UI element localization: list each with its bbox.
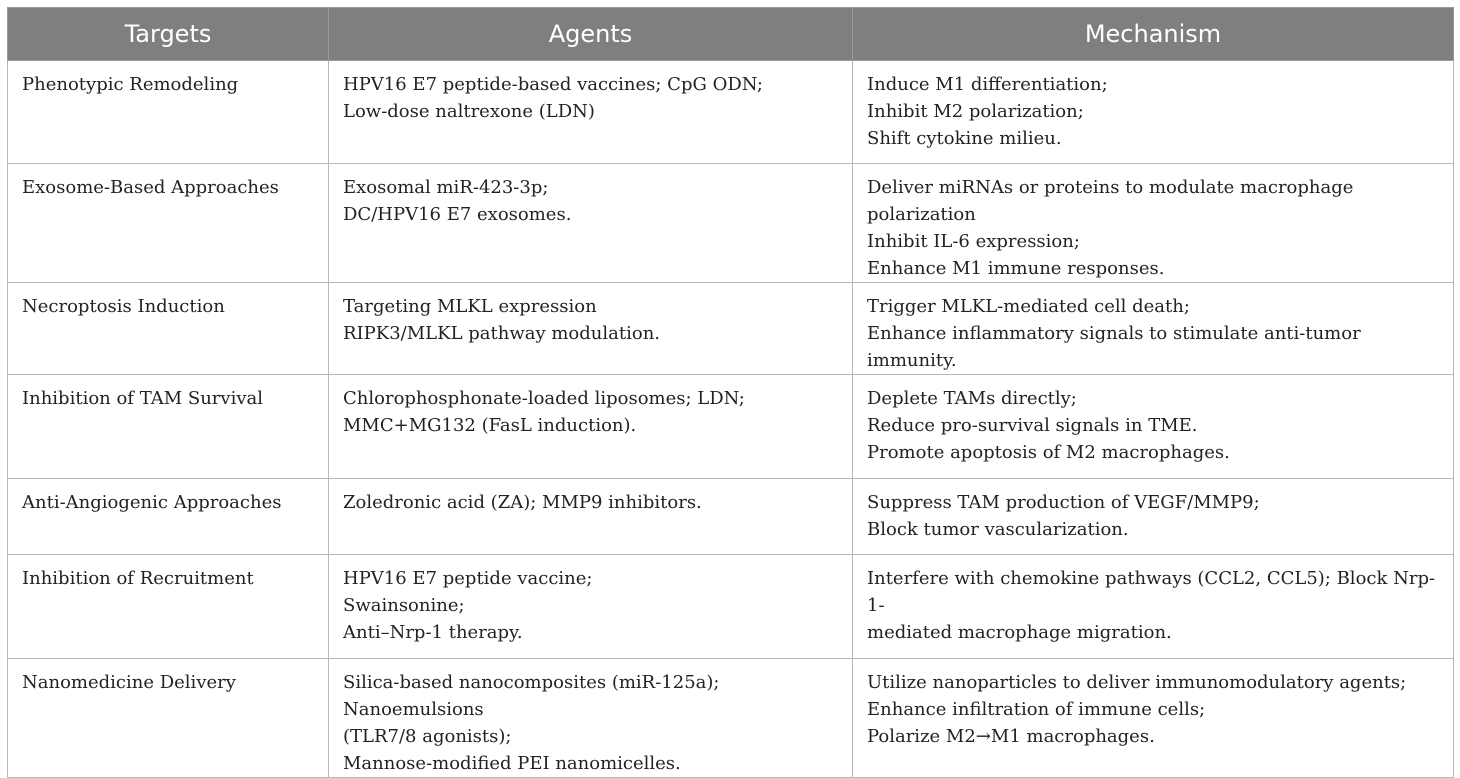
- cell-agents: Chlorophosphonate-loaded liposomes; LDN; MMC+MG132 (FasL induction).: [329, 375, 853, 479]
- cell-target: Exosome-Based Approaches: [8, 164, 329, 283]
- cell-agents: Silica-based nanocomposites (miR-125a); Nanoemulsions (TLR7/8 agonists); Mannose-modified PEI nanomicelles.: [329, 659, 853, 778]
- cell-target: Inhibition of Recruitment: [8, 555, 329, 659]
- cell-agents: Exosomal miR-423-3p; DC/HPV16 E7 exosomes.: [329, 164, 853, 283]
- header-agents: Agents: [329, 8, 853, 61]
- table-header: [8, 8, 1454, 61]
- cell-mechanism: Interfere with chemokine pathways (CCL2, CCL5); Block Nrp-1- mediated macrophage migration.: [853, 555, 1454, 659]
- tam-targeting-table: [7, 7, 1454, 778]
- cell-agents: Targeting MLKL expression RIPK3/MLKL pathway modulation.: [329, 283, 853, 375]
- cell-agents: HPV16 E7 peptide-based vaccines; CpG ODN; Low-dose naltrexone (LDN): [329, 61, 853, 164]
- cell-mechanism: Induce M1 differentiation; Inhibit M2 polarization; Shift cytokine milieu.: [853, 61, 1454, 164]
- cell-agents: HPV16 E7 peptide vaccine; Swainsonine; Anti–Nrp-1 therapy.: [329, 555, 853, 659]
- cell-mechanism: Deplete TAMs directly; Reduce pro-survival signals in TME. Promote apoptosis of M2 macrophages.: [853, 375, 1454, 479]
- table-row: [8, 283, 1454, 375]
- cell-mechanism: Deliver miRNAs or proteins to modulate macrophage polarization Inhibit IL-6 expression; Enhance M1 immune responses.: [853, 164, 1454, 283]
- table-row: [8, 659, 1454, 778]
- cell-agents: Zoledronic acid (ZA); MMP9 inhibitors.: [329, 479, 853, 555]
- cell-target: Nanomedicine Delivery: [8, 659, 329, 778]
- table-row: [8, 61, 1454, 164]
- table-row: [8, 164, 1454, 283]
- header-row: [8, 8, 1454, 61]
- cell-target: Inhibition of TAM Survival: [8, 375, 329, 479]
- table-row: [8, 375, 1454, 479]
- cell-mechanism: Suppress TAM production of VEGF/MMP9; Block tumor vascularization.: [853, 479, 1454, 555]
- table-body: [8, 61, 1454, 778]
- cell-mechanism: Utilize nanoparticles to deliver immunomodulatory agents; Enhance infiltration of immune cells; Polarize M2→M1 macrophages.: [853, 659, 1454, 778]
- header-targets: Targets: [8, 8, 329, 61]
- cell-mechanism: Trigger MLKL-mediated cell death; Enhance inflammatory signals to stimulate anti-tumor immunity.: [853, 283, 1454, 375]
- table-row: [8, 555, 1454, 659]
- cell-target: Necroptosis Induction: [8, 283, 329, 375]
- cell-target: Phenotypic Remodeling: [8, 61, 329, 164]
- header-mechanism: Mechanism: [853, 8, 1454, 61]
- cell-target: Anti-Angiogenic Approaches: [8, 479, 329, 555]
- table-row: [8, 479, 1454, 555]
